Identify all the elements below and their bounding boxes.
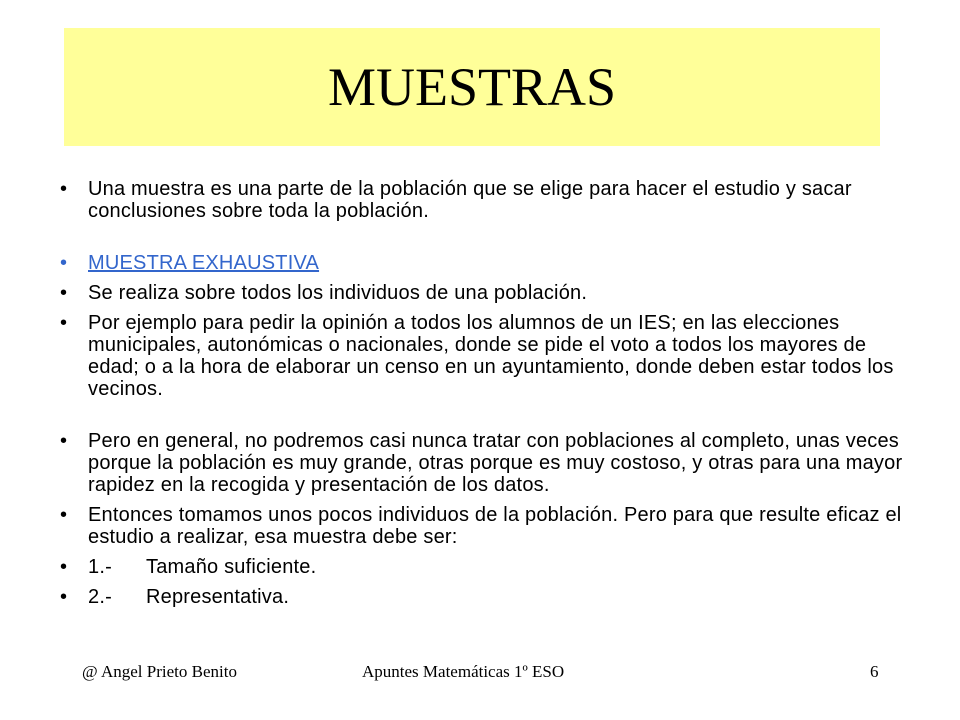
- muestra-exhaustiva-link[interactable]: MUESTRA EXHAUSTIVA: [88, 252, 320, 274]
- bullet-dot-icon: •: [60, 282, 68, 304]
- bullet-text: Por ejemplo para pedir la opinión a todos los alumnos de un IES; en las elecciones municipales, autonómicas o nacionales, donde se pide el voto a todos los mayores de edad; o a la hora de elaborar un censo en un ayuntamiento, donde deben estar todos los vecinos.: [88, 312, 894, 400]
- item-number: 1.-: [88, 556, 112, 578]
- footer: [0, 662, 960, 686]
- bullet-dot-icon: •: [60, 312, 68, 334]
- bullet-item: [60, 252, 906, 274]
- bullet-text: Una muestra es una parte de la población que se elige para hacer el estudio y sacar conclusiones sobre toda la población.: [88, 178, 852, 222]
- bullet-dot-icon: •: [60, 178, 68, 200]
- bullet-item: [60, 556, 906, 578]
- footer-course: Apuntes Matemáticas 1º ESO: [362, 662, 565, 681]
- bullet-dot-icon: •: [60, 252, 68, 274]
- bullet-text: Entonces tomamos unos pocos individuos de la población. Pero para que resulte eficaz el estudio a realizar, esa muestra debe ser:: [88, 504, 902, 548]
- bullet-item: [60, 586, 906, 608]
- bullet-item: [60, 178, 906, 222]
- bullet-dot-icon: •: [60, 504, 68, 526]
- bullet-item: [60, 430, 906, 496]
- bullet-item: [60, 504, 906, 548]
- title-box: [64, 28, 880, 146]
- bullet-dot-icon: •: [60, 430, 68, 452]
- bullet-text: Representativa.: [146, 586, 290, 608]
- bullet-list: [60, 178, 906, 616]
- footer-author: @ Angel Prieto Benito: [82, 662, 237, 681]
- bullet-text: Pero en general, no podremos casi nunca tratar con poblaciones al completo, unas veces porque la población es muy grande, otras porque es muy costoso, y otras para una mayor rapidez en la recogida y presentación de los datos.: [88, 430, 903, 496]
- bullet-dot-icon: •: [60, 556, 68, 578]
- bullet-item: [60, 282, 906, 304]
- bullet-item: [60, 312, 906, 400]
- bullet-text: Tamaño suficiente.: [146, 556, 317, 578]
- item-number: 2.-: [88, 586, 112, 608]
- footer-page-number: 6: [870, 662, 879, 681]
- slide-title: MUESTRAS: [327, 57, 617, 117]
- bullet-text: Se realiza sobre todos los individuos de una población.: [88, 282, 588, 304]
- bullet-dot-icon: •: [60, 586, 68, 608]
